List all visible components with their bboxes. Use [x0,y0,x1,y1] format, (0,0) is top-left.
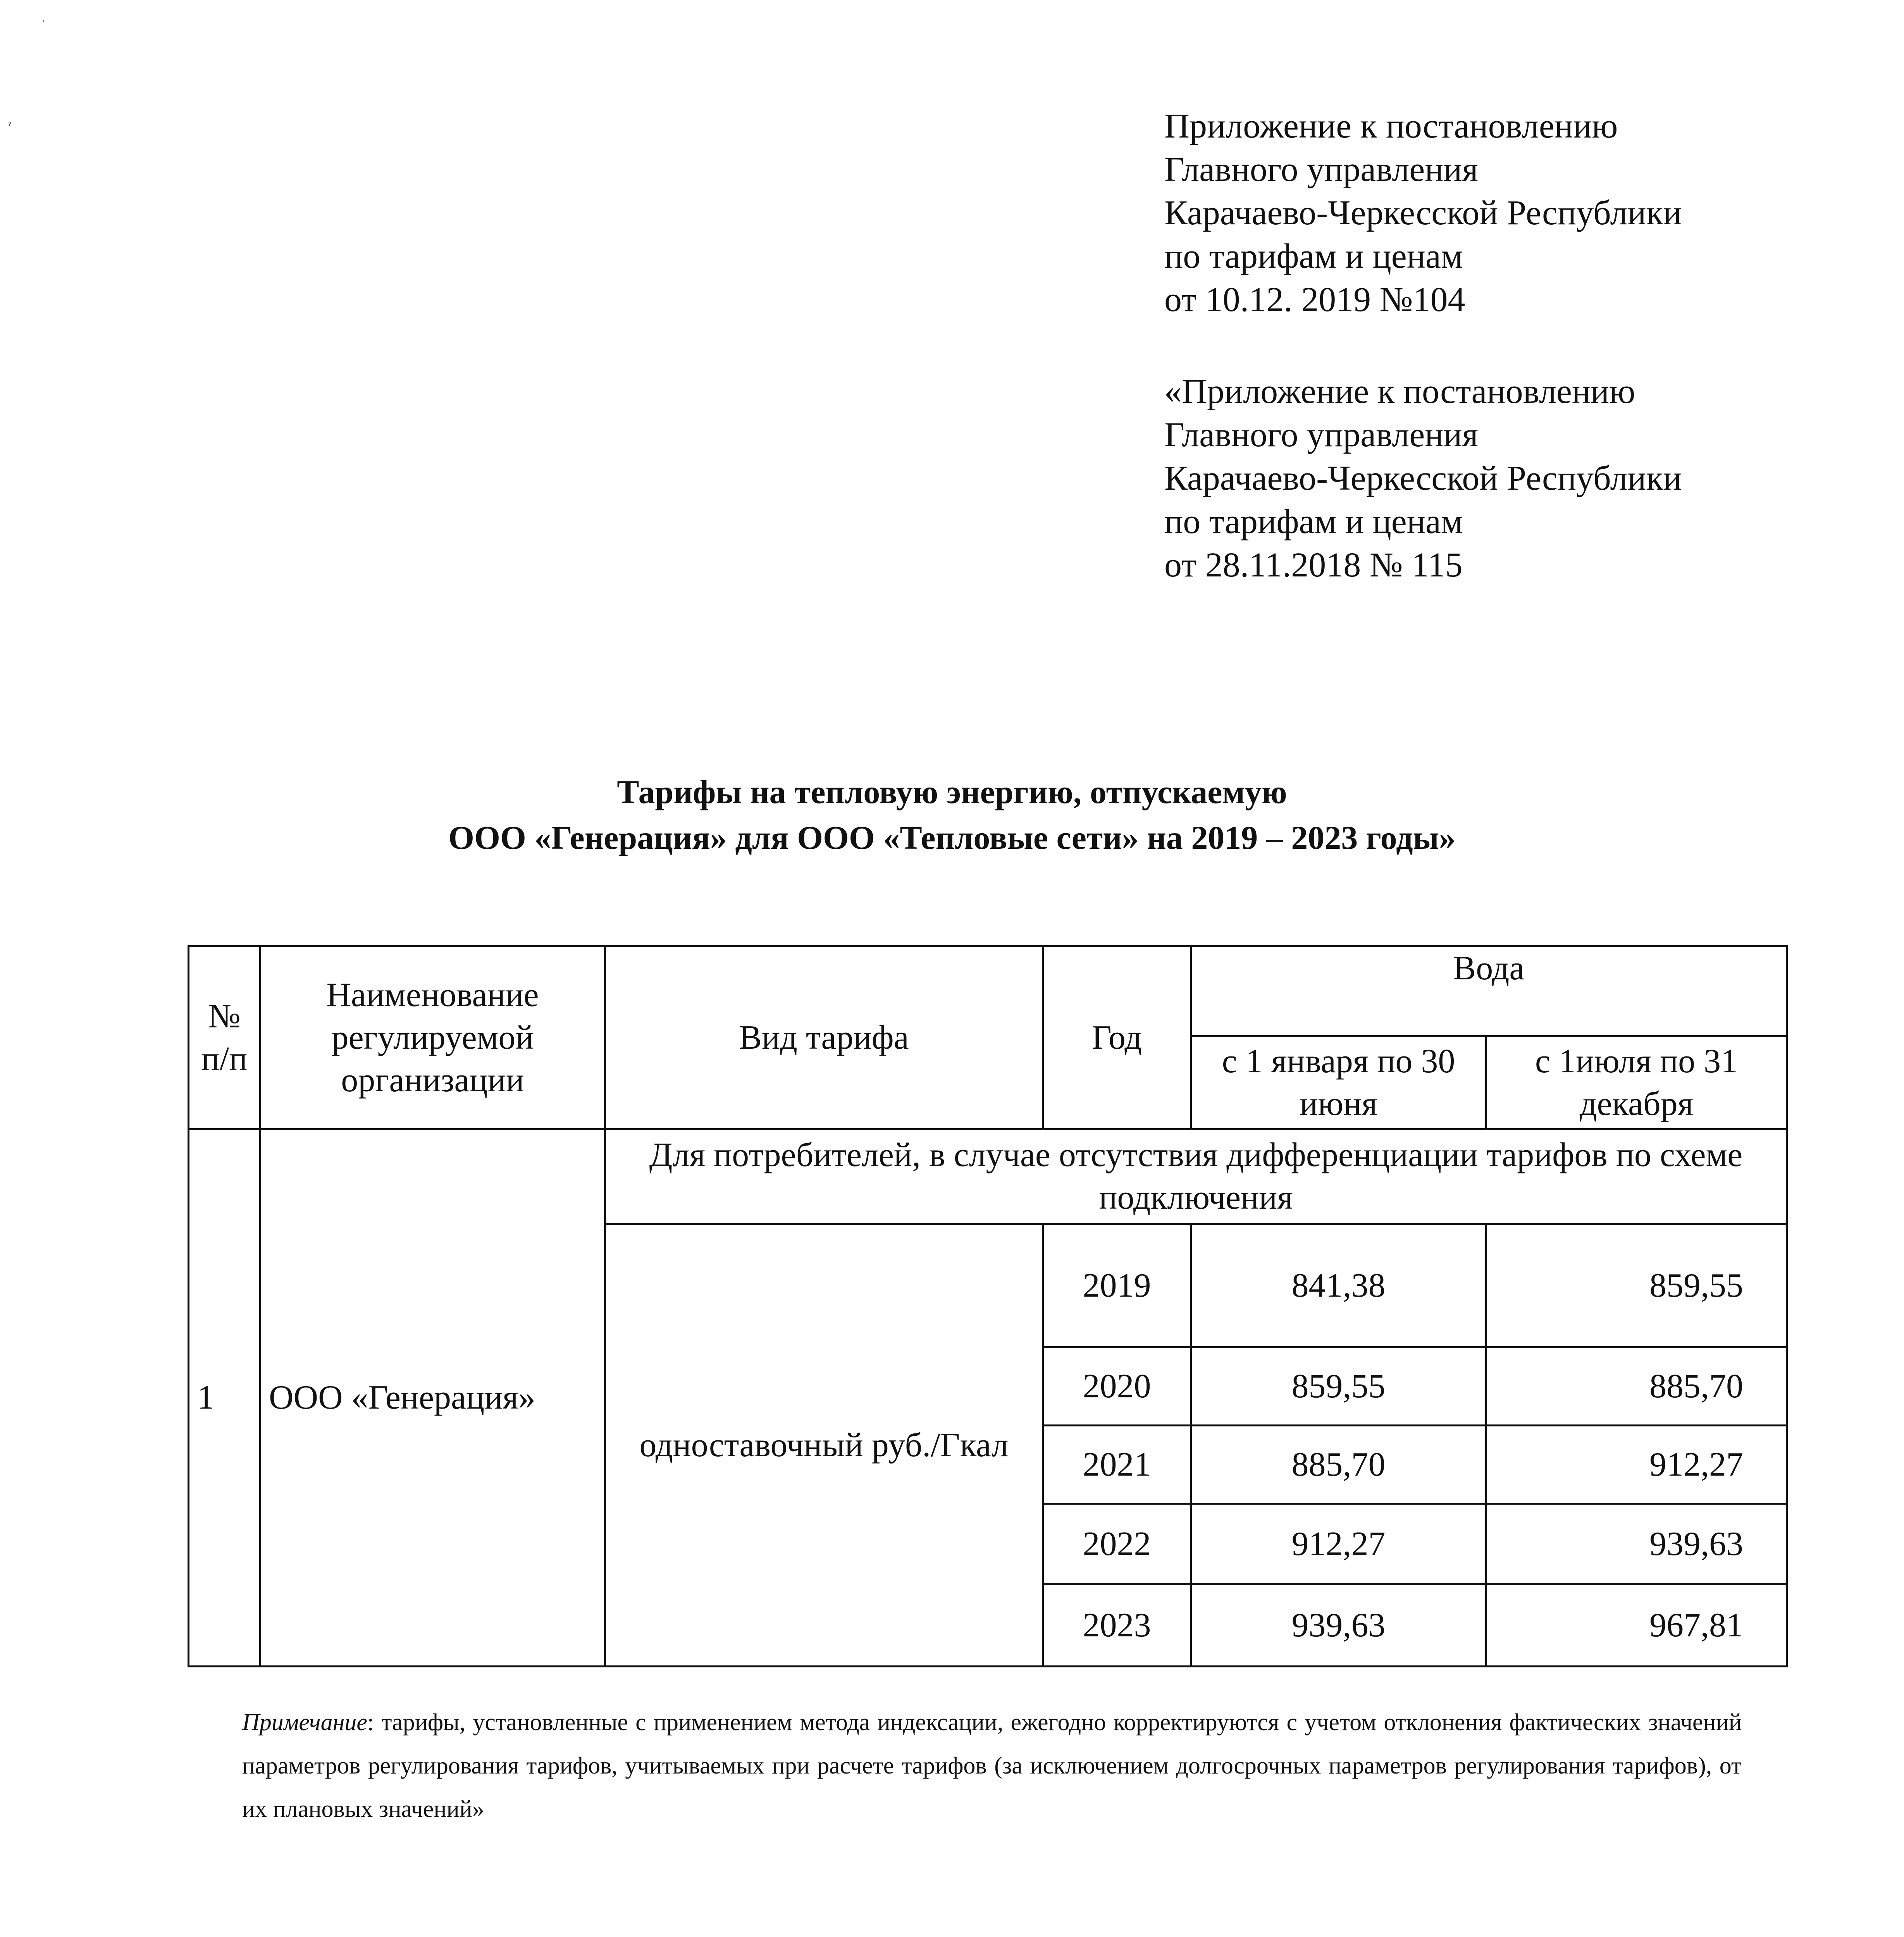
half1-value: 859,55 [1191,1347,1486,1426]
header-half1: с 1 января по 30 июня [1191,1036,1486,1129]
half1-value: 912,27 [1191,1504,1486,1584]
appendix-line: по тарифам и ценам [1164,237,1463,275]
header-tariff-type: Вид тарифа [605,946,1043,1129]
appendix-header-original [1164,370,1682,587]
year-cell: 2023 [1043,1584,1191,1667]
scan-speck: ˈ [42,18,46,31]
header-organization: Наименование регулируемой организации [260,946,605,1129]
half1-value: 885,70 [1191,1426,1486,1504]
appendix-line: от 10.12. 2019 №104 [1164,280,1465,319]
appendix-line: Приложение к постановлению [1164,107,1618,145]
appendix-line: Карачаево-Черкесской Республики [1164,194,1682,232]
header-number: № п/п [189,946,260,1129]
header-half2: с 1июля по 31 декабря [1486,1036,1787,1129]
title-line: ООО «Генерация» для ООО «Тепловые сети» на 2019 – 2023 годы» [448,819,1456,856]
tariff-type: одноставочный руб./Гкал [605,1224,1043,1667]
half2-value: 859,55 [1486,1224,1787,1347]
table-header-row [189,946,1787,1036]
footnote-text: : тарифы, установленные с применением метода индексации, ежегодно корректируются с учетом отклонения фактических значений параметров регулирования тарифов, учитываемых при расчете тарифов (за исключением долгосрочных параметров регулирования тарифов), от их плановых значений» [242,1709,1742,1822]
half2-value: 967,81 [1486,1584,1787,1667]
appendix-line: Главного управления [1164,150,1478,189]
footnote-label: Примечание [242,1709,367,1736]
table-row [189,1129,1787,1224]
tariff-table [188,945,1788,1667]
organization-name: ООО «Генерация» [260,1129,605,1667]
document-title [0,769,1904,860]
header-year: Год [1043,946,1191,1129]
half2-value: 912,27 [1486,1426,1787,1504]
year-cell: 2019 [1043,1224,1191,1347]
appendix-line: по тарифам и ценам [1164,502,1463,541]
header-water: Вода [1191,946,1787,1036]
year-cell: 2022 [1043,1504,1191,1584]
half2-value: 939,63 [1486,1504,1787,1584]
half2-value: 885,70 [1486,1347,1787,1426]
half1-value: 841,38 [1191,1224,1486,1347]
row-number: 1 [189,1129,260,1667]
footnote [242,1701,1742,1831]
year-cell: 2020 [1043,1347,1191,1426]
appendix-header-current [1164,105,1682,322]
appendix-line: Карачаево-Черкесской Республики [1164,459,1682,497]
appendix-line: Главного управления [1164,416,1478,454]
appendix-line: от 28.11.2018 № 115 [1164,546,1463,584]
appendix-line: «Приложение к постановлению [1164,372,1635,411]
scan-speck: ˀ [9,120,11,131]
year-cell: 2021 [1043,1426,1191,1504]
consumer-group: Для потребителей, в случае отсутствия дифференциации тарифов по схеме подключения [605,1129,1787,1224]
title-line: Тарифы на тепловую энергию, отпускаемую [617,773,1287,810]
half1-value: 939,63 [1191,1584,1486,1667]
